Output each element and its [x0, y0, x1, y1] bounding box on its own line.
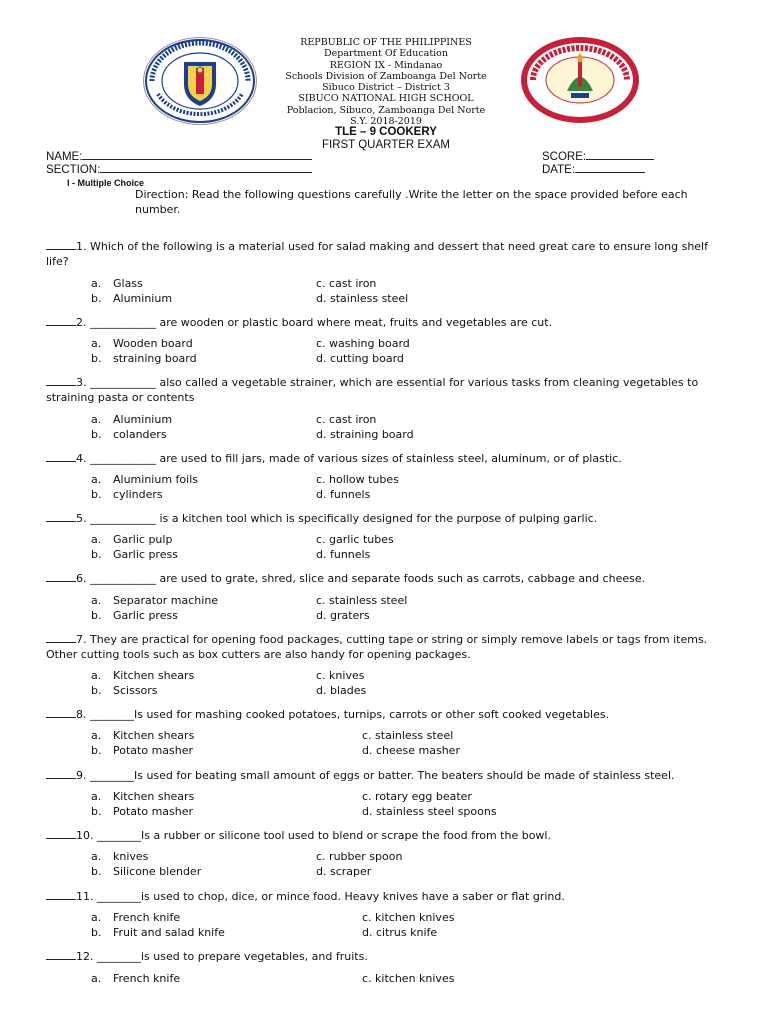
- question-text: 4. ____________ are used to fill jars, made of various sizes of stainless steel, aluminum, or of plastic.: [76, 452, 622, 465]
- option-b: b. cylinders: [91, 488, 163, 501]
- answer-blank[interactable]: [46, 238, 76, 250]
- answer-blank[interactable]: [46, 450, 76, 462]
- option-c: c. stainless steel: [362, 729, 454, 742]
- exam-subject-title: TLE – 9 COOKERY: [335, 126, 437, 138]
- option-c: c. knives: [316, 669, 365, 682]
- option-a: a. French knife: [91, 911, 181, 924]
- option-c: c. kitchen knives: [362, 911, 455, 924]
- section-line[interactable]: [100, 163, 312, 173]
- option-d: d. stainless steel: [316, 292, 409, 305]
- answer-blank[interactable]: [46, 706, 76, 718]
- option-b: b. Potato masher: [91, 805, 194, 818]
- question-3: [46, 374, 726, 405]
- option-d: d. scraper: [316, 865, 372, 878]
- score-field[interactable]: [542, 150, 654, 163]
- option-c: c. cast iron: [316, 413, 377, 426]
- section-heading: I - Multiple Choice: [67, 178, 145, 188]
- section-label: SECTION:: [46, 164, 101, 176]
- option-a: a. Separator machine: [91, 594, 219, 607]
- option-c: c. stainless steel: [316, 594, 408, 607]
- option-a: a. Glass: [91, 277, 143, 290]
- school-header-text: [270, 37, 502, 127]
- header-line-1: REPBUBLIC OF THE PHILIPPINES: [300, 37, 472, 48]
- answer-blank[interactable]: [46, 767, 76, 779]
- option-b: b. Fruit and salad knife: [91, 926, 225, 939]
- option-d: d. cutting board: [316, 352, 404, 365]
- question-text: 7. They are practical for opening food packages, cutting tape or string or simply remove labels or tags from items. Other cutting tools such as box cutters are also handy for opening packages.: [46, 633, 708, 661]
- score-line[interactable]: [586, 150, 654, 160]
- option-b: b. straining board: [91, 352, 197, 365]
- option-a: a. knives: [91, 850, 149, 863]
- option-b: b. Potato masher: [91, 744, 194, 757]
- option-b: b. Garlic press: [91, 548, 178, 561]
- question-text: 12. ________is used to prepare vegetables, and fruits.: [76, 950, 368, 963]
- option-a: a. Kitchen shears: [91, 669, 195, 682]
- option-b: b. Scissors: [91, 684, 158, 697]
- question-text: 8. ________Is used for mashing cooked potatoes, turnips, carrots or other soft cooked vegetables.: [76, 708, 610, 721]
- option-c: c. kitchen knives: [362, 972, 455, 985]
- name-field[interactable]: [46, 150, 312, 163]
- answer-blank[interactable]: [46, 827, 76, 839]
- option-d: d. graters: [316, 609, 370, 622]
- question-text: 1. Which of the following is a material used for salad making and dessert that need great care to ensure long shelf life?: [46, 240, 708, 268]
- question-1: [46, 238, 726, 269]
- option-c: c. hollow tubes: [316, 473, 399, 486]
- question-text: 5. ____________ is a kitchen tool which is specifically designed for the purpose of pulping garlic.: [76, 512, 598, 525]
- answer-blank[interactable]: [46, 570, 76, 582]
- question-text: 10. ________Is a rubber or silicone tool used to blend or scrape the food from the bowl.: [76, 829, 551, 842]
- name-label: NAME:: [46, 151, 83, 163]
- option-d: d. straining board: [316, 428, 414, 441]
- question-11: [46, 888, 726, 904]
- option-a: a. Garlic pulp: [91, 533, 173, 546]
- question-10: [46, 827, 726, 843]
- option-d: d. citrus knife: [362, 926, 438, 939]
- option-d: d. stainless steel spoons: [362, 805, 497, 818]
- option-c: c. washing board: [316, 337, 410, 350]
- question-12: [46, 948, 726, 964]
- header-line-4: Schools Division of Zamboanga Del Norte: [285, 70, 487, 82]
- name-line[interactable]: [82, 150, 312, 160]
- score-label: SCORE:: [542, 151, 587, 163]
- option-a: a. Wooden board: [91, 337, 193, 350]
- header-line-2: Department Of Education: [323, 48, 449, 60]
- answer-blank[interactable]: [46, 314, 76, 326]
- option-d: d. funnels: [316, 548, 371, 561]
- question-9: [46, 767, 726, 783]
- answer-blank[interactable]: [46, 374, 76, 386]
- header-line-5: Sibuco District – District 3: [322, 82, 450, 94]
- option-d: d. cheese masher: [362, 744, 460, 757]
- question-4: [46, 450, 726, 466]
- question-text: 6. ____________ are used to grate, shred, slice and separate foods such as carrots, cabbage and cheese.: [76, 572, 646, 585]
- option-d: d. blades: [316, 684, 367, 697]
- option-d: d. funnels: [316, 488, 371, 501]
- date-line[interactable]: [575, 163, 645, 173]
- question-5: [46, 510, 726, 526]
- question-2: [46, 314, 726, 330]
- option-b: b. Garlic press: [91, 609, 178, 622]
- option-b: b. colanders: [91, 428, 167, 441]
- header-line-6: SIBUCO NATIONAL HIGH SCHOOL: [298, 93, 474, 105]
- question-text: 3. ____________ also called a vegetable strainer, which are essential for various tasks from cleaning vegetables to straining pasta or contents: [46, 376, 699, 404]
- header-line-7: Poblacion, Sibuco, Zamboanga Del Norte: [286, 104, 486, 116]
- header-line-3: REGION IX - Mindanao: [329, 59, 443, 71]
- deped-seal-logo: [143, 37, 257, 125]
- option-c: c. rotary egg beater: [362, 790, 472, 803]
- option-b: b. Silicone blender: [91, 865, 202, 878]
- question-7: [46, 631, 726, 662]
- answer-blank[interactable]: [46, 631, 76, 643]
- school-seal-logo: [521, 37, 639, 123]
- option-c: c. cast iron: [316, 277, 377, 290]
- question-8: [46, 706, 726, 722]
- option-a: a. Aluminium: [91, 413, 173, 426]
- option-b: b. Aluminium: [91, 292, 173, 305]
- option-a: a. Kitchen shears: [91, 729, 195, 742]
- date-field[interactable]: [542, 163, 645, 176]
- exam-quarter-title: FIRST QUARTER EXAM: [321, 139, 450, 151]
- option-c: c. rubber spoon: [316, 850, 403, 863]
- question-text: 9. ________Is used for beating small amount of eggs or batter. The beaters should be made of stainless steel.: [76, 769, 675, 782]
- answer-blank[interactable]: [46, 948, 76, 960]
- answer-blank[interactable]: [46, 888, 76, 900]
- question-text: 2. ____________ are wooden or plastic board where meat, fruits and vegetables are cut.: [76, 316, 553, 329]
- question-text: 11. ________is used to chop, dice, or mince food. Heavy knives have a saber or flat grind.: [76, 890, 565, 903]
- header-line-8: S.Y. 2018-2019: [350, 116, 422, 128]
- section-field[interactable]: [46, 163, 312, 176]
- exam-header: [0, 34, 768, 134]
- date-label: DATE:: [542, 164, 576, 176]
- option-a: a. Aluminium foils: [91, 473, 198, 486]
- option-a: a. French knife: [91, 972, 181, 985]
- direction-text: Direction: Read the following questions carefully .Write the letter on the space provided before each number.: [135, 188, 688, 216]
- answer-blank[interactable]: [46, 510, 76, 522]
- option-c: c. garlic tubes: [316, 533, 394, 546]
- question-6: [46, 570, 726, 586]
- option-a: a. Kitchen shears: [91, 790, 195, 803]
